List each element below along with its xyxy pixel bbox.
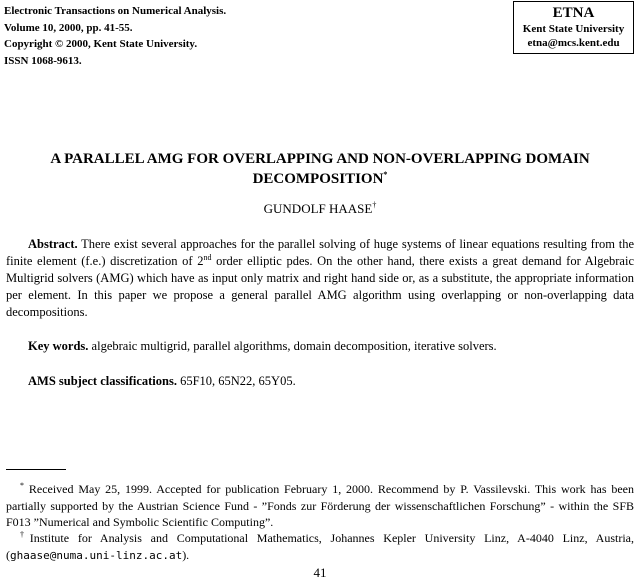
paper-author [0, 201, 640, 217]
journal-name: Electronic Transactions on Numerical Analysis. [4, 5, 227, 17]
footnote-1-mark: * [20, 481, 24, 490]
etna-box [513, 1, 634, 54]
ams-classifications [6, 373, 634, 390]
footnote-2-text: Institute for Analysis and Computational Mathematics, Johannes Kepler University Linz, A-4040 Linz, Austria, ( [6, 531, 634, 562]
footnote-2-end: ). [182, 547, 190, 562]
abstract [6, 236, 634, 321]
abstract-text-1: There exist several approaches for the parallel solving of huge systems of linear equations resulting from the finite element (f.e.) discretization of 2 [6, 237, 634, 268]
etna-email: etna@mcs.kent.edu [527, 37, 620, 49]
journal-issn: ISSN 1068-9613. [4, 54, 82, 67]
author-footnote-mark: † [372, 200, 377, 210]
paper-title-text: A PARALLEL AMG FOR OVERLAPPING AND NON-OVERLAPPING DOMAIN DECOMPOSITION [50, 151, 590, 187]
abstract-label: Abstract. [28, 237, 78, 251]
title-footnote-mark: * [383, 170, 388, 179]
etna-university: Kent State University [522, 23, 625, 35]
ams-label: AMS subject classifications. [28, 374, 177, 388]
footnote-2-mark: † [20, 530, 30, 539]
footnote-rule [6, 469, 66, 470]
etna-title: ETNA [552, 5, 595, 21]
footnote-1-text: Received May 25, 1999. Accepted for publication February 1, 2000. Recommend by P. Vassilevski. This work has been partially supported by the Austrian Science Fund - ”Fonds zur Förderung der wissenschaftlichen Forschung” - within the SFB F013 ”Numerical and Symbolic Scientific Computing”. [6, 482, 635, 529]
author-name: GUNDOLF HAASE [263, 201, 373, 216]
journal-volume: Volume 10, 2000, pp. 41-55. [4, 21, 133, 34]
journal-header [4, 3, 226, 69]
author-email-link[interactable]: ghaase@numa.uni-linz.ac.at [10, 548, 183, 562]
paper-title [0, 149, 640, 189]
footnote-affiliation [6, 530, 634, 564]
ams-text: 65F10, 65N22, 65Y05. [180, 374, 296, 388]
keywords-label: Key words. [28, 339, 89, 353]
keywords-text: algebraic multigrid, parallel algorithms, domain decomposition, iterative solvers. [91, 339, 497, 353]
abstract-text-2: order elliptic pdes. On the other hand, there exists a great demand for Algebraic Multigrid solvers (AMG) which have as input only matrix and right hand side or, as a substitute, the appropriate information per element. In this paper we propose a general parallel AMG algorithm using overlapping or non-overlapping data decompositions. [6, 254, 634, 319]
abstract-superscript: nd [203, 252, 212, 262]
keywords [6, 338, 634, 355]
footnote-received [6, 481, 634, 531]
page-number: 41 [313, 565, 327, 580]
journal-copyright: Copyright © 2000, Kent State University. [4, 38, 198, 50]
